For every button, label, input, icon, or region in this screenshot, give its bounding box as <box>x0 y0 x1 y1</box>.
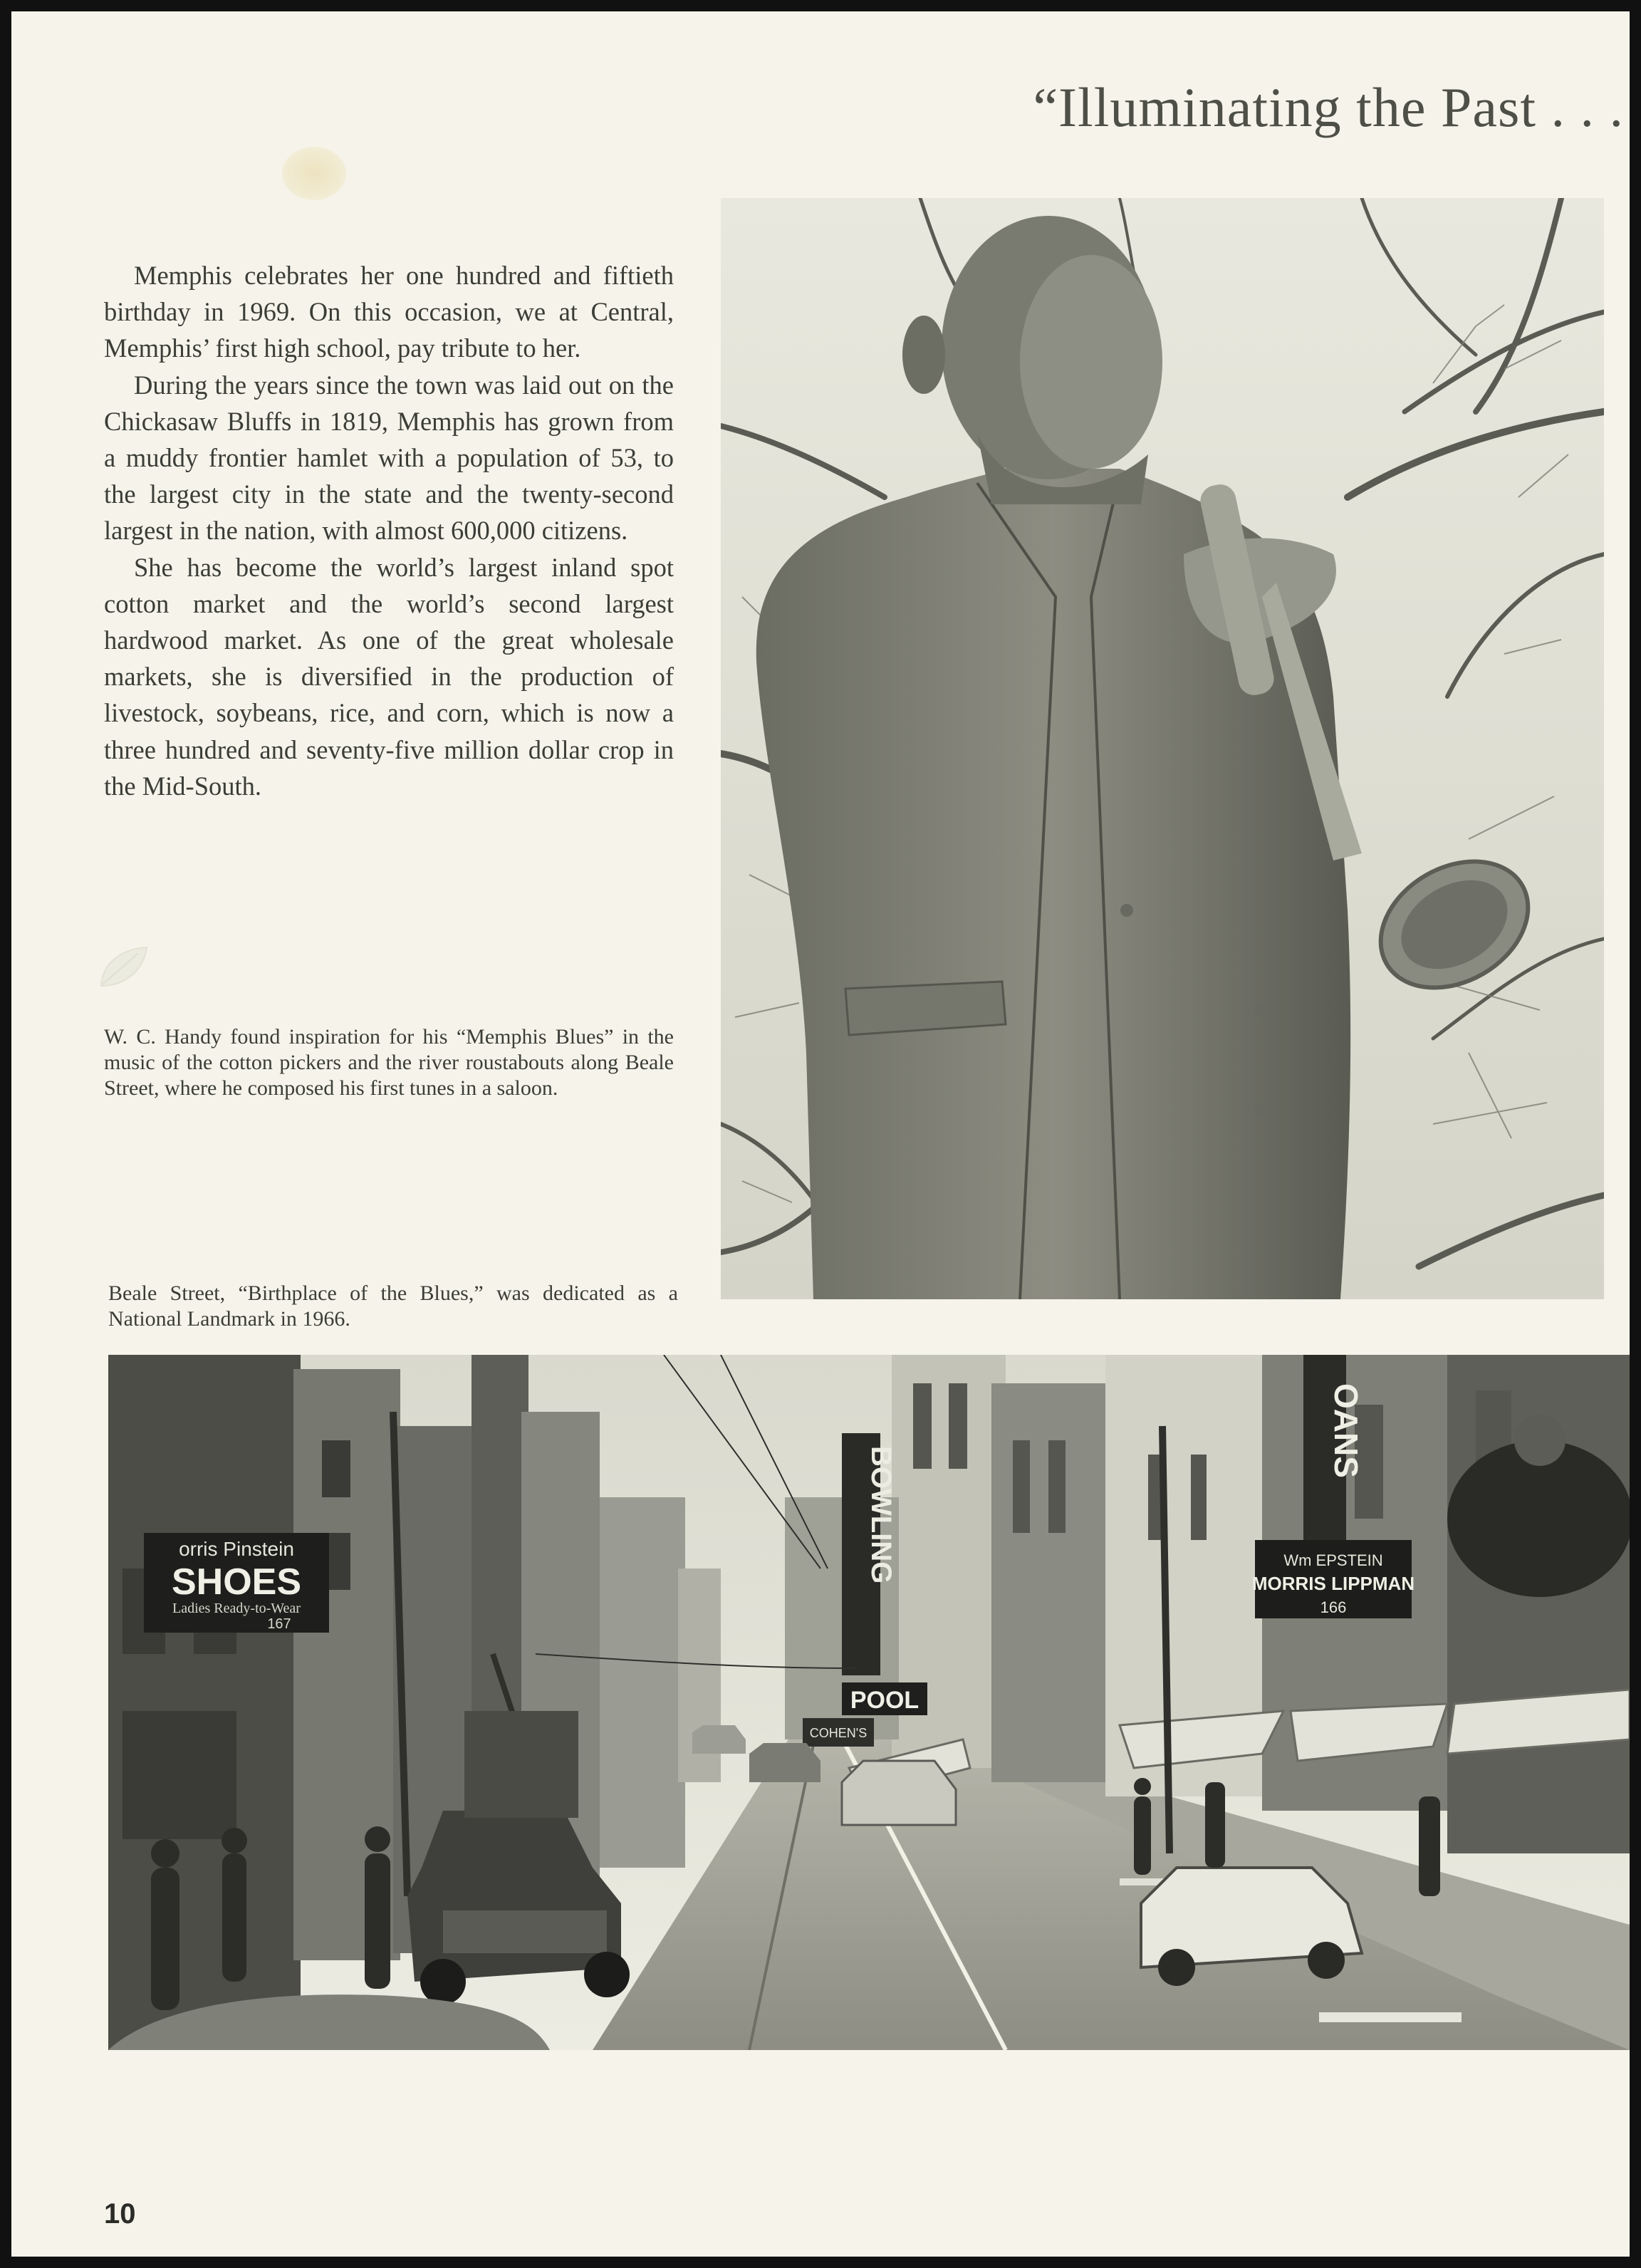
sign-ready-to-wear: Ladies Ready-to-Wear <box>172 1601 301 1616</box>
beale-street-photo <box>108 1355 1630 2050</box>
paper-stain <box>282 147 346 200</box>
handy-statue-photo <box>721 198 1604 1299</box>
page-number: 10 <box>104 2198 136 2230</box>
sign-shoes: SHOES <box>171 1561 302 1603</box>
handy-caption: W. C. Handy found inspiration for his “Memphis Blues” in the music of the cotton pickers and the river roustabouts along Beale Street, where he composed his first tunes in a saloon. <box>104 1025 674 1100</box>
beale-caption: Beale Street, “Birthplace of the Blues,” was dedicated as a National Landmark in 1966. <box>108 1281 678 1331</box>
leaf-watermark-icon <box>95 943 152 993</box>
sign-cohens: COHEN'S <box>809 1726 868 1740</box>
paragraph-2: During the years since the town was laid out on the Chickasaw Bluffs in 1819, Memphis has grown from a muddy frontier hamlet with a population of 53, to the largest city in the state and the twenty-second largest in the nation, with almost 600,000 citizens. <box>104 370 674 546</box>
sign-loans: OANS <box>1328 1383 1365 1478</box>
sign-bowling: BOWLING <box>865 1446 897 1584</box>
sign-167: 167 <box>267 1616 291 1632</box>
sign-pinstein: orris Pinstein <box>179 1538 294 1560</box>
intro-text <box>104 257 674 804</box>
sign-lippman: MORRIS LIPPMAN <box>1251 1573 1415 1594</box>
street-photo-icon <box>108 1355 1630 2050</box>
sign-pool: POOL <box>850 1687 920 1714</box>
yearbook-page <box>11 11 1630 2257</box>
sign-166: 166 <box>1320 1598 1347 1616</box>
paragraph-3: She has become the world’s largest inland spot cotton market and the world’s second largest hardwood market. As one of the great wholesale markets, she is diversified in the production of livestock, soybeans, rice, and corn, which is now a three hundred and seventy-five million dollar crop in the Mid-South. <box>104 552 674 801</box>
sign-epstein: Wm EPSTEIN <box>1283 1551 1383 1569</box>
page-title: “Illuminating the Past . . . <box>1033 76 1624 138</box>
paragraph-1: Memphis celebrates her one hundred and fiftieth birthday in 1969. On this occasion, we at Central, Memphis’ first high school, pay tribute to her. <box>104 261 674 363</box>
statue-photo-icon <box>721 198 1604 1299</box>
